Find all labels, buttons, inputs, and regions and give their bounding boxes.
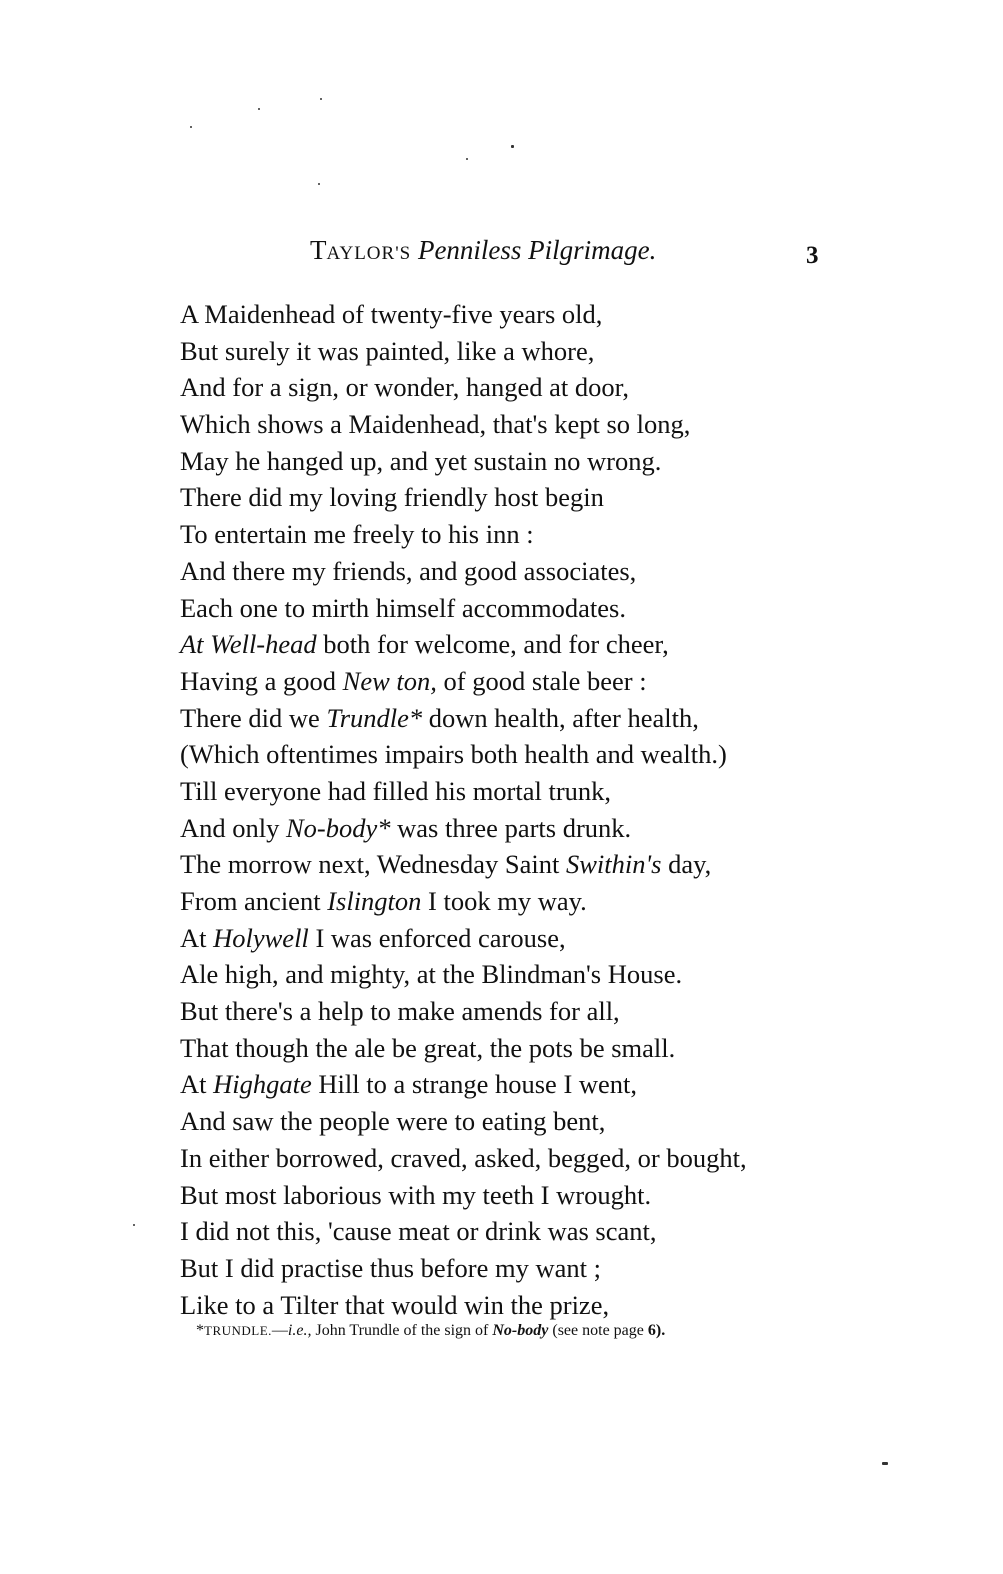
verse-line [180, 920, 840, 957]
verse-text: Which shows a Maidenhead, that's kept so long, [180, 409, 691, 440]
print-speck [190, 126, 192, 128]
verse-text: (Which oftentimes impairs both health and wealth.) [180, 739, 727, 770]
verse-line [180, 736, 840, 773]
verse-line [180, 810, 840, 847]
verse-italic-text: At Well-head [180, 629, 317, 660]
verse-italic-text: Trundle* [326, 702, 423, 733]
verse-text: At [180, 922, 214, 953]
verse-italic-text: New ton, [342, 665, 437, 696]
footnote-page-ref: 6 [647, 1322, 656, 1339]
header-cap: T [310, 235, 327, 265]
verse-text: I took my way. [421, 886, 587, 916]
verse-text: Till everyone had filled his mortal trunk, [180, 775, 612, 806]
verse-italic-text: Highgate [213, 1069, 312, 1100]
verse-text: Ale high, and mighty, at the Blindman's House. [180, 959, 683, 990]
verse-italic-text: Swithin's [565, 849, 662, 880]
verse-line [180, 296, 840, 333]
verse-text: was three parts drunk. [390, 812, 632, 843]
verse-line [180, 1213, 840, 1250]
footnote-nobody: No-body [492, 1322, 549, 1339]
verse-line [180, 883, 840, 920]
footnote-marker: * [196, 1322, 204, 1339]
verse-italic-text: Islington [327, 886, 422, 916]
footnote [196, 1320, 836, 1342]
verse-text: But there's a help to make amends for all, [180, 996, 620, 1027]
verse-text: both for welcome, and for cheer, [316, 629, 669, 660]
verse-text: Each one to mirth himself accommodates. [180, 592, 626, 623]
footnote-dash: — [271, 1322, 288, 1339]
verse-text: May he hanged up, and yet sustain no wrong. [180, 445, 662, 476]
verse-italic-text: No-body* [286, 812, 391, 843]
print-speck [258, 108, 260, 110]
verse-text: That though the ale be great, the pots be small. [180, 1032, 676, 1063]
verse-text: But surely it was painted, like a whore, [180, 335, 595, 366]
verse-line [180, 1177, 840, 1214]
verse-line [180, 626, 840, 663]
verse-text: And for a sign, or wonder, hanged at door, [180, 372, 629, 403]
verse-line [180, 1250, 840, 1287]
verse-line [180, 956, 840, 993]
verse-line [180, 1103, 840, 1140]
verse-line [180, 846, 840, 883]
verse-line [180, 590, 840, 627]
verse-line [180, 443, 840, 480]
verse-text: There did my loving friendly host begin [180, 482, 604, 513]
verse-italic-text: Holywell [213, 922, 309, 953]
verse-line [180, 1140, 840, 1177]
print-speck [466, 158, 468, 160]
verse-text: A Maidenhead of twenty-five years old, [180, 299, 603, 329]
print-speck [320, 98, 322, 100]
verse-text: In either borrowed, craved, asked, begged, or bought, [180, 1142, 747, 1173]
print-speck [318, 183, 320, 185]
running-header [310, 230, 830, 270]
footnote-text: John Trundle of the sign of [311, 1322, 493, 1339]
verse-text: down health, after health, [422, 702, 699, 733]
verse-line [180, 406, 840, 443]
verse-text: But most laborious with my teeth I wrought. [180, 1179, 652, 1210]
footnote-head: TRUNDLE. [204, 1323, 272, 1338]
header-title-italic: Penniless Pilgrimage. [417, 235, 657, 265]
verse-text: I did not this, 'cause meat or drink was scant, [180, 1216, 657, 1247]
verse-line [180, 369, 840, 406]
page-number: 3 [806, 242, 819, 269]
verse-text: To entertain me freely to his inn : [180, 519, 534, 550]
verse-line [180, 516, 840, 553]
footnote-ie: i.e., [287, 1322, 312, 1339]
verse-text: of good stale beer : [436, 665, 647, 696]
verse-line [180, 553, 840, 590]
print-speck [511, 145, 514, 148]
verse-text: Like to a Tilter that would win the prize, [180, 1289, 610, 1320]
header-small-caps: AYLOR'S [326, 243, 412, 264]
verse-text: From ancient [180, 886, 328, 916]
footnote-close: ). [655, 1322, 666, 1339]
verse-text: At [180, 1069, 214, 1100]
print-speck [133, 1224, 135, 1226]
footnote-see: (see note page [548, 1322, 648, 1339]
verse-text: And only [180, 812, 286, 843]
verse-line [180, 773, 840, 810]
print-speck [882, 1462, 888, 1465]
verse-text: Having a good [180, 665, 343, 696]
verse-text: And there my friends, and good associates, [180, 555, 637, 586]
verse-text: Hill to a strange house I went, [311, 1069, 638, 1100]
verse-line [180, 700, 840, 737]
verse-text: I was enforced carouse, [308, 922, 566, 953]
verse-line [180, 1030, 840, 1067]
verse-text: There did we [180, 702, 327, 733]
verse-line [180, 1287, 840, 1324]
verse-line [180, 663, 840, 700]
verse-text: And saw the people were to eating bent, [180, 1106, 606, 1137]
verse-line [180, 993, 840, 1030]
verse-line [180, 1066, 840, 1103]
verse-line [180, 479, 840, 516]
verse-line [180, 333, 840, 370]
verse-text: But I did practise thus before my want ; [180, 1252, 601, 1283]
verse-body [180, 296, 840, 1323]
verse-text: day, [661, 849, 712, 880]
verse-text: The morrow next, Wednesday Saint [180, 849, 566, 880]
